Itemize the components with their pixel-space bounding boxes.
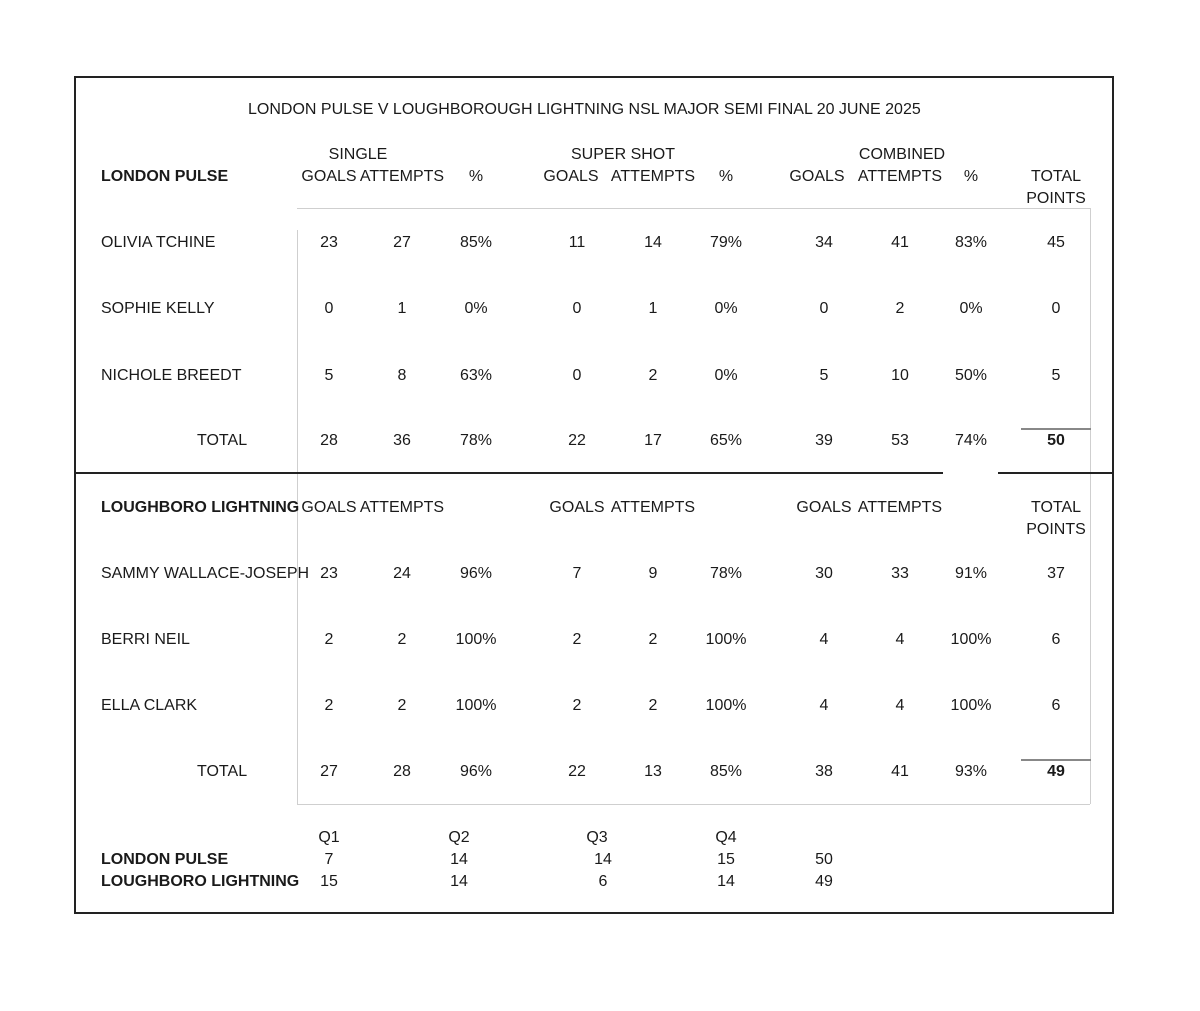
quarter-team-name: LONDON PULSE: [101, 851, 229, 868]
column-header-goals: GOALS: [796, 499, 852, 516]
stat-cell: 83%: [954, 234, 988, 251]
stat-cell: 50%: [954, 367, 988, 384]
total-cell: 22: [568, 763, 586, 780]
column-header-attempts: ATTEMPTS: [610, 499, 696, 516]
column-header-attempts: ATTEMPTS: [359, 168, 445, 185]
stat-cell: 2: [324, 631, 334, 648]
total-cell: 28: [320, 432, 338, 449]
stat-cell: 14: [644, 234, 662, 251]
stat-cell: 2: [648, 367, 658, 384]
stat-cell: 79%: [709, 234, 743, 251]
total-underline-pulse: [1021, 428, 1091, 430]
stat-cell: 85%: [459, 234, 493, 251]
total-cell: 22: [568, 432, 586, 449]
column-header-goals: GOALS: [301, 168, 357, 185]
quarter-label: Q4: [715, 829, 737, 846]
total-cell: 28: [393, 763, 411, 780]
stat-cell: 0%: [959, 300, 983, 317]
total-label: TOTAL: [197, 763, 248, 780]
quarter-score: 15: [717, 851, 735, 868]
column-header-goals: GOALS: [549, 499, 605, 516]
stat-cell: 2: [397, 697, 407, 714]
team-name: LONDON PULSE: [101, 168, 229, 185]
total-points: 50: [1047, 432, 1065, 449]
stat-cell: 2: [895, 300, 905, 317]
column-header-attempts: ATTEMPTS: [359, 499, 445, 516]
column-header-total: TOTAL: [1030, 499, 1082, 516]
stat-cell: 23: [320, 234, 338, 251]
quarter-score: 6: [598, 873, 608, 890]
player-name: SOPHIE KELLY: [101, 300, 215, 317]
quarter-label: Q3: [586, 829, 608, 846]
stat-cell: 2: [572, 697, 582, 714]
total-cell: 17: [644, 432, 662, 449]
quarter-team-name: LOUGHBORO LIGHTNING: [101, 873, 300, 890]
stat-cell: 6: [1051, 631, 1061, 648]
stat-cell: 30: [815, 565, 833, 582]
column-header-attempts: ATTEMPTS: [857, 168, 943, 185]
stat-cell: 10: [891, 367, 909, 384]
total-cell: 13: [644, 763, 662, 780]
column-header-attempts: ATTEMPTS: [610, 168, 696, 185]
divider-gap: [943, 471, 998, 474]
stat-cell: 78%: [709, 565, 743, 582]
total-cell: 65%: [709, 432, 743, 449]
stat-cell: 0%: [714, 367, 738, 384]
total-cell: 53: [891, 432, 909, 449]
stat-cell: 0%: [714, 300, 738, 317]
total-cell: 36: [393, 432, 411, 449]
quarter-label: Q2: [448, 829, 470, 846]
left-rule-top: [297, 230, 298, 472]
player-name: SAMMY WALLACE-JOSEPH: [101, 565, 310, 582]
stat-cell: 34: [815, 234, 833, 251]
stat-cell: 2: [648, 697, 658, 714]
stat-cell: 41: [891, 234, 909, 251]
stat-cell: 2: [397, 631, 407, 648]
stat-cell: 27: [393, 234, 411, 251]
column-header-points: POINTS: [1026, 190, 1086, 207]
stat-cell: 45: [1047, 234, 1065, 251]
stat-cell: 0: [819, 300, 829, 317]
stat-cell: 4: [895, 631, 905, 648]
total-cell: 74%: [954, 432, 988, 449]
stat-cell: 100%: [455, 697, 497, 714]
stat-cell: 2: [572, 631, 582, 648]
player-name: NICHOLE BREEDT: [101, 367, 242, 384]
stat-cell: 5: [324, 367, 334, 384]
column-header-total: TOTAL: [1030, 168, 1082, 185]
stat-cell: 8: [397, 367, 407, 384]
total-label: TOTAL: [197, 432, 248, 449]
stat-cell: 1: [648, 300, 658, 317]
quarter-score: 7: [324, 851, 334, 868]
stat-cell: 4: [819, 631, 829, 648]
stat-cell: 100%: [950, 631, 992, 648]
header-rule: [297, 208, 1090, 209]
stat-cell: 2: [324, 697, 334, 714]
stat-cell: 24: [393, 565, 411, 582]
column-header-attempts: ATTEMPTS: [857, 499, 943, 516]
column-header-pct: %: [963, 168, 979, 185]
quarter-final-score: 49: [815, 873, 833, 890]
total-cell: 41: [891, 763, 909, 780]
stat-cell: 0: [572, 300, 582, 317]
bottom-rule: [297, 804, 1090, 805]
player-name: BERRI NEIL: [101, 631, 190, 648]
stat-cell: 23: [320, 565, 338, 582]
group-super-shot: SUPER SHOT: [570, 146, 676, 163]
stat-cell: 9: [648, 565, 658, 582]
stat-cell: 2: [648, 631, 658, 648]
stat-cell: 1: [397, 300, 407, 317]
stat-cell: 63%: [459, 367, 493, 384]
total-cell: 96%: [459, 763, 493, 780]
group-single: SINGLE: [328, 146, 388, 163]
stat-cell: 33: [891, 565, 909, 582]
right-rule-bottom: [1090, 474, 1091, 804]
column-header-pct: %: [468, 168, 484, 185]
stat-cell: 100%: [705, 631, 747, 648]
left-rule-bottom: [297, 474, 298, 804]
quarter-score: 14: [450, 873, 468, 890]
quarter-score: 14: [450, 851, 468, 868]
column-header-goals: GOALS: [789, 168, 845, 185]
quarter-score: 14: [594, 851, 612, 868]
stat-cell: 4: [895, 697, 905, 714]
stat-cell: 0: [324, 300, 334, 317]
stat-cell: 5: [1051, 367, 1061, 384]
stat-cell: 100%: [455, 631, 497, 648]
column-header-points: POINTS: [1026, 521, 1086, 538]
stats-sheet: [74, 76, 1114, 914]
quarter-final-score: 50: [815, 851, 833, 868]
total-underline-lightning: [1021, 759, 1091, 761]
total-cell: 39: [815, 432, 833, 449]
quarter-score: 15: [320, 873, 338, 890]
total-cell: 27: [320, 763, 338, 780]
stat-cell: 96%: [459, 565, 493, 582]
player-name: ELLA CLARK: [101, 697, 198, 714]
player-name: OLIVIA TCHINE: [101, 234, 216, 251]
team-name: LOUGHBORO LIGHTNING: [101, 499, 300, 516]
stat-cell: 11: [568, 234, 586, 251]
quarter-label: Q1: [318, 829, 340, 846]
right-rule-top: [1090, 208, 1091, 472]
total-cell: 38: [815, 763, 833, 780]
column-header-goals: GOALS: [301, 499, 357, 516]
stat-cell: 0%: [464, 300, 488, 317]
total-points: 49: [1047, 763, 1065, 780]
group-combined: COMBINED: [858, 146, 946, 163]
total-cell: 85%: [709, 763, 743, 780]
quarter-score: 14: [717, 873, 735, 890]
stat-cell: 6: [1051, 697, 1061, 714]
stat-cell: 0: [572, 367, 582, 384]
total-cell: 78%: [459, 432, 493, 449]
page-title: LONDON PULSE V LOUGHBOROUGH LIGHTNING NSL MAJOR SEMI FINAL 20 JUNE 2025: [248, 101, 921, 118]
stat-cell: 91%: [954, 565, 988, 582]
stat-cell: 100%: [705, 697, 747, 714]
total-cell: 93%: [954, 763, 988, 780]
column-header-pct: %: [718, 168, 734, 185]
stat-cell: 7: [572, 565, 582, 582]
stat-cell: 100%: [950, 697, 992, 714]
stat-cell: 5: [819, 367, 829, 384]
column-header-goals: GOALS: [543, 168, 599, 185]
stat-cell: 37: [1047, 565, 1065, 582]
stat-cell: 4: [819, 697, 829, 714]
stat-cell: 0: [1051, 300, 1061, 317]
